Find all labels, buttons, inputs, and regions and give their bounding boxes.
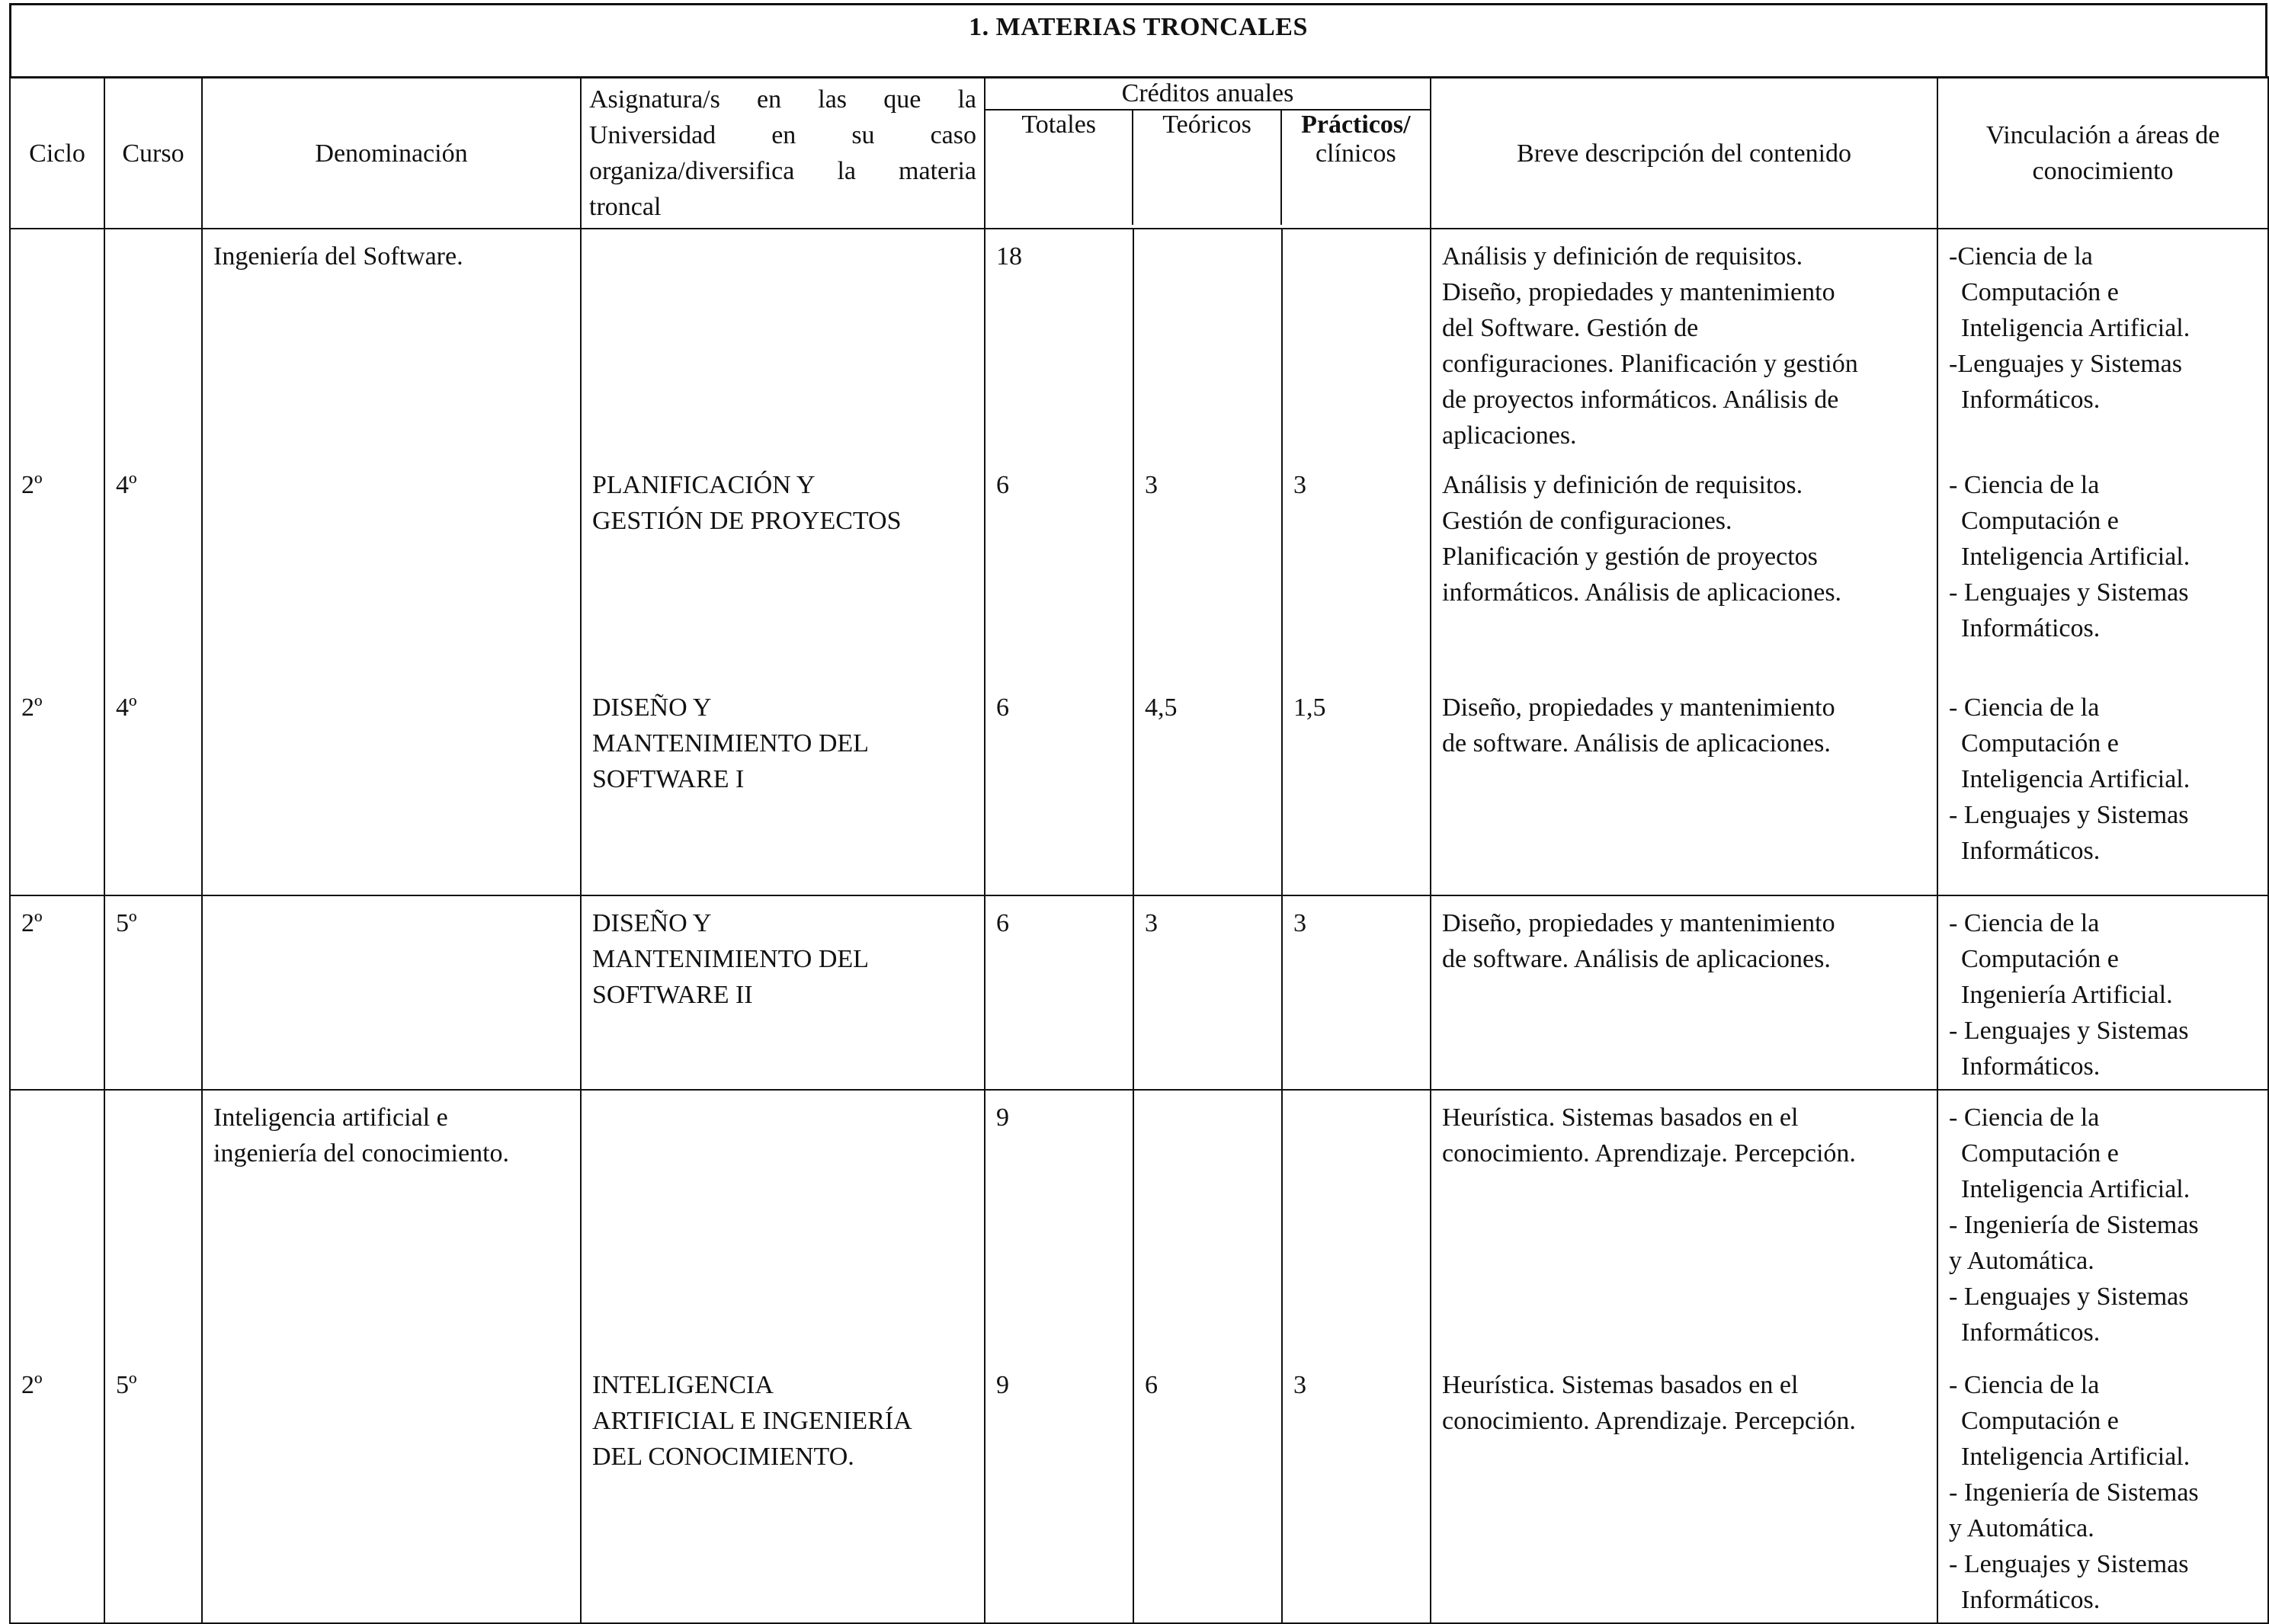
asignatura-line: SOFTWARE I (592, 765, 745, 793)
header-asignatura-line: Universidad en su caso (589, 121, 976, 149)
asignatura-line: GESTIÓN DE PROYECTOS (592, 507, 902, 535)
section-title-bar (9, 3, 2267, 76)
asignatura-line: DISEÑO Y (592, 909, 712, 937)
cell-descripcion (1431, 458, 1937, 681)
cell-asignatura (581, 1090, 985, 1358)
header-ciclo: Ciclo (10, 78, 104, 229)
denominacion-line: Ingeniería del Software. (213, 242, 463, 271)
cell-ciclo: 2º (10, 681, 104, 895)
cell-vinculacion (1937, 458, 2268, 681)
descripcion-line: Diseño, propiedades y mantenimiento (1442, 909, 1835, 937)
vinculacion-line: Computación e (1961, 507, 2119, 535)
asignatura-line: MANTENIMIENTO DEL (592, 945, 869, 973)
cell-denominacion (202, 1090, 581, 1358)
cell-totales: 6 (985, 681, 1133, 895)
cell-totales: 6 (985, 458, 1133, 681)
descripcion-line: conocimiento. Aprendizaje. Percepción. (1442, 1407, 1856, 1435)
header-vinculacion (1937, 78, 2268, 229)
vinculacion-line: y Automática. (1949, 1514, 2094, 1542)
descripcion-line: de proyectos informáticos. Análisis de (1442, 386, 1839, 414)
asignatura-line: PLANIFICACIÓN Y (592, 471, 816, 499)
materias-table (9, 76, 2269, 1624)
table-row (10, 229, 2268, 458)
cell-asignatura (581, 895, 985, 1090)
vinculacion-line: -Lenguajes y Sistemas (1949, 350, 2182, 378)
cell-practicos: 3 (1282, 895, 1431, 1090)
cell-asignatura (581, 458, 985, 681)
vinculacion-line: - Lenguajes y Sistemas (1949, 1283, 2189, 1311)
header-vinculacion-line: conocimiento (2032, 157, 2174, 185)
cell-totales: 18 (985, 229, 1133, 458)
vinculacion-line: - Ingeniería de Sistemas (1949, 1211, 2199, 1239)
table-row (10, 1358, 2268, 1623)
cell-denominacion (202, 1358, 581, 1623)
cell-curso (104, 229, 202, 458)
cell-totales: 6 (985, 895, 1133, 1090)
vinculacion-line: Informáticos. (1961, 1586, 2101, 1614)
cell-vinculacion (1937, 681, 2268, 895)
table-row (10, 1090, 2268, 1358)
asignatura-line: DEL CONOCIMIENTO. (592, 1443, 854, 1471)
table-row (10, 895, 2268, 1090)
cell-asignatura (581, 681, 985, 895)
vinculacion-line: Inteligencia Artificial. (1961, 314, 2190, 342)
cell-curso (104, 1090, 202, 1358)
cell-practicos: 3 (1282, 458, 1431, 681)
descripcion-line: Análisis y definición de requisitos. (1442, 242, 1803, 271)
vinculacion-line: Computación e (1961, 1139, 2119, 1168)
section-title: 1. MATERIAS TRONCALES (969, 13, 1308, 41)
vinculacion-line: - Lenguajes y Sistemas (1949, 578, 2189, 607)
descripcion-line: conocimiento. Aprendizaje. Percepción. (1442, 1139, 1856, 1168)
header-denominacion: Denominación (202, 78, 581, 229)
vinculacion-line: - Ciencia de la (1949, 1103, 2100, 1132)
cell-vinculacion (1937, 1090, 2268, 1358)
descripcion-line: Heurística. Sistemas basados en el (1442, 1371, 1799, 1399)
header-creditos-sub (985, 111, 1430, 225)
vinculacion-line: Informáticos. (1961, 1052, 2101, 1081)
cell-descripcion (1431, 1090, 1937, 1358)
vinculacion-line: Informáticos. (1961, 1318, 2101, 1347)
header-vinculacion-line: Vinculación a áreas de (1985, 121, 2220, 149)
cell-ciclo (10, 1090, 104, 1358)
header-asignatura-line: troncal (589, 193, 662, 221)
denominacion-line: Inteligencia artificial e (213, 1103, 448, 1132)
vinculacion-line: - Ciencia de la (1949, 909, 2100, 937)
cell-asignatura (581, 1358, 985, 1623)
vinculacion-line: - Ingeniería de Sistemas (1949, 1478, 2199, 1507)
cell-descripcion (1431, 895, 1937, 1090)
descripcion-line: Gestión de configuraciones. (1442, 507, 1732, 535)
vinculacion-line: Informáticos. (1961, 837, 2101, 865)
vinculacion-line: Inteligencia Artificial. (1961, 765, 2190, 793)
descripcion-line: Diseño, propiedades y mantenimiento (1442, 278, 1835, 306)
vinculacion-line: - Ciencia de la (1949, 471, 2100, 499)
cell-descripcion (1431, 1358, 1937, 1623)
asignatura-line: INTELIGENCIA (592, 1371, 774, 1399)
cell-ciclo: 2º (10, 1358, 104, 1623)
vinculacion-line: -Ciencia de la (1949, 242, 2093, 271)
header-practicos-line: clínicos (1315, 139, 1396, 168)
header-creditos (985, 78, 1431, 229)
asignatura-line: ARTIFICIAL E INGENIERÍA (592, 1407, 912, 1435)
cell-ciclo: 2º (10, 458, 104, 681)
cell-vinculacion (1937, 229, 2268, 458)
cell-teoricos: 3 (1133, 458, 1282, 681)
cell-denominacion (202, 681, 581, 895)
header-practicos-line: Prácticos/ (1301, 111, 1411, 139)
cell-curso: 5º (104, 1358, 202, 1623)
vinculacion-line: - Ciencia de la (1949, 693, 2100, 722)
table-row (10, 681, 2268, 895)
cell-teoricos: 6 (1133, 1358, 1282, 1623)
descripcion-line: Análisis y definición de requisitos. (1442, 471, 1803, 499)
header-asignatura-line: Asignatura/s en las que la (589, 85, 976, 114)
cell-totales: 9 (985, 1358, 1133, 1623)
vinculacion-line: Computación e (1961, 278, 2119, 306)
descripcion-line: informáticos. Análisis de aplicaciones. (1442, 578, 1842, 607)
vinculacion-line: Computación e (1961, 945, 2119, 973)
vinculacion-line: - Lenguajes y Sistemas (1949, 801, 2189, 829)
vinculacion-line: Informáticos. (1961, 386, 2101, 414)
cell-asignatura (581, 229, 985, 458)
vinculacion-line: Computación e (1961, 1407, 2119, 1435)
vinculacion-line: - Ciencia de la (1949, 1371, 2100, 1399)
vinculacion-line: Inteligencia Artificial. (1961, 543, 2190, 571)
cell-descripcion (1431, 681, 1937, 895)
asignatura-line: SOFTWARE II (592, 981, 753, 1009)
cell-denominacion (202, 895, 581, 1090)
descripcion-line: Planificación y gestión de proyectos (1442, 543, 1818, 571)
header-asignatura (581, 78, 985, 229)
cell-totales: 9 (985, 1090, 1133, 1358)
header-asignatura-line: organiza/diversifica la materia (589, 157, 976, 185)
descripcion-line: Diseño, propiedades y mantenimiento (1442, 693, 1835, 722)
cell-practicos (1282, 229, 1431, 458)
vinculacion-line: Computación e (1961, 729, 2119, 758)
header-totales: Totales (985, 111, 1133, 225)
asignatura-line: DISEÑO Y (592, 693, 712, 722)
vinculacion-line: Inteligencia Artificial. (1961, 1175, 2190, 1203)
descripcion-line: del Software. Gestión de (1442, 314, 1699, 342)
header-row (10, 78, 2268, 229)
cell-denominacion (202, 458, 581, 681)
vinculacion-line: Ingeniería Artificial. (1961, 981, 2173, 1009)
cell-curso: 4º (104, 458, 202, 681)
cell-teoricos (1133, 229, 1282, 458)
header-practicos (1282, 111, 1430, 225)
descripcion-line: de software. Análisis de aplicaciones. (1442, 729, 1831, 758)
cell-teoricos: 4,5 (1133, 681, 1282, 895)
cell-vinculacion (1937, 1358, 2268, 1623)
cell-teoricos (1133, 1090, 1282, 1358)
vinculacion-line: Informáticos. (1961, 614, 2101, 642)
cell-ciclo: 2º (10, 895, 104, 1090)
header-teoricos: Teóricos (1133, 111, 1281, 225)
cell-teoricos: 3 (1133, 895, 1282, 1090)
denominacion-line: ingeniería del conocimiento. (213, 1139, 510, 1168)
table-row (10, 458, 2268, 681)
descripcion-line: configuraciones. Planificación y gestión (1442, 350, 1858, 378)
cell-curso: 4º (104, 681, 202, 895)
cell-descripcion (1431, 229, 1937, 458)
vinculacion-line: - Lenguajes y Sistemas (1949, 1550, 2189, 1578)
descripcion-line: aplicaciones. (1442, 421, 1577, 450)
cell-practicos (1282, 1090, 1431, 1358)
descripcion-line: de software. Análisis de aplicaciones. (1442, 945, 1831, 973)
asignatura-line: MANTENIMIENTO DEL (592, 729, 869, 758)
header-curso: Curso (104, 78, 202, 229)
vinculacion-line: Inteligencia Artificial. (1961, 1443, 2190, 1471)
descripcion-line: Heurística. Sistemas basados en el (1442, 1103, 1799, 1132)
cell-practicos: 3 (1282, 1358, 1431, 1623)
cell-practicos: 1,5 (1282, 681, 1431, 895)
cell-denominacion (202, 229, 581, 458)
cell-curso: 5º (104, 895, 202, 1090)
vinculacion-line: - Lenguajes y Sistemas (1949, 1017, 2189, 1045)
cell-vinculacion (1937, 895, 2268, 1090)
vinculacion-line: y Automática. (1949, 1247, 2094, 1275)
header-descripcion: Breve descripción del contenido (1431, 78, 1937, 229)
cell-ciclo (10, 229, 104, 458)
header-creditos-anuales: Créditos anuales (985, 78, 1430, 111)
